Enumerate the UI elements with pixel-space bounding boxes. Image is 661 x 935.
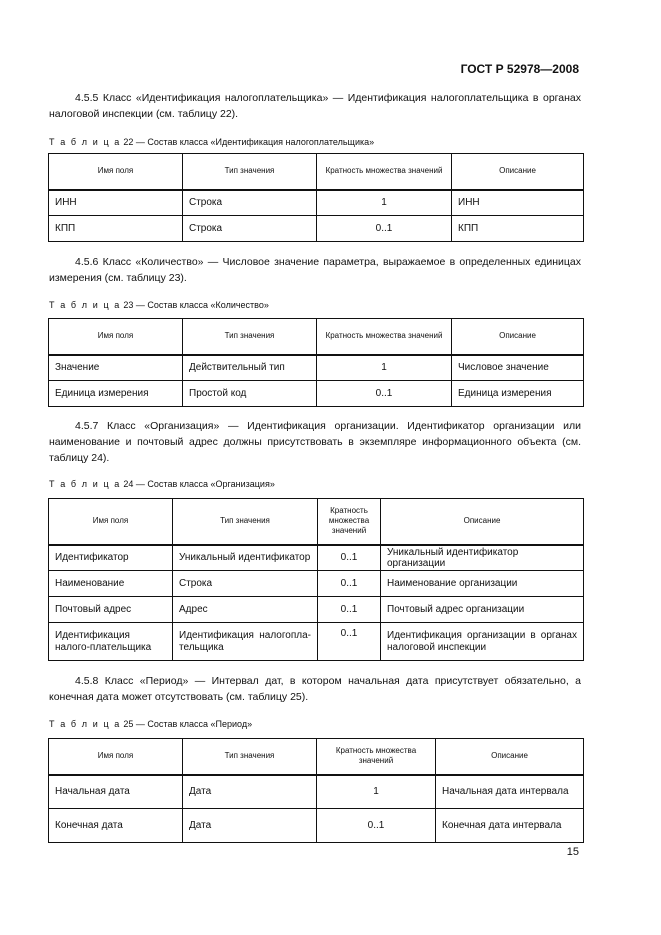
col-header-value-type: Тип значения [183, 154, 317, 190]
cell-value-type: Строка [173, 571, 318, 597]
table-22-caption [49, 137, 374, 147]
cell-value-type: Идентификация налогопла-тельщика [173, 623, 318, 661]
page-number: 15 [566, 846, 579, 858]
table-25-caption [49, 719, 252, 729]
col-header-value-type: Тип значения [183, 319, 317, 355]
cell-description: ИНН [452, 190, 584, 216]
col-header-field-name: Имя поля [49, 739, 183, 775]
cell-field-name: ИНН [49, 190, 183, 216]
table-caption-text: 23 — Состав класса «Количество» [120, 300, 269, 310]
col-header-field-name: Имя поля [49, 319, 183, 355]
cell-multiplicity: 0..1 [317, 381, 452, 407]
cell-description: Почтовый адрес организации [381, 597, 584, 623]
table-header-row [49, 319, 584, 355]
col-header-multiplicity: Кратность множества значений [317, 319, 452, 355]
cell-multiplicity: 1 [317, 355, 452, 381]
table-caption-text: 24 — Состав класса «Организация» [120, 479, 275, 489]
cell-field-name: Значение [49, 355, 183, 381]
cell-value-type: Уникальный идентификатор [173, 545, 318, 571]
cell-value-type: Дата [183, 775, 317, 809]
cell-value-type: Действительный тип [183, 355, 317, 381]
table-row [49, 597, 584, 623]
cell-field-name: Идентификатор [49, 545, 173, 571]
col-header-multiplicity: Кратность множества значений [317, 739, 436, 775]
col-header-description: Описание [436, 739, 584, 775]
table-row [49, 381, 584, 407]
document-code: ГОСТ Р 52978—2008 [460, 62, 579, 76]
cell-field-name: КПП [49, 216, 183, 242]
cell-multiplicity: 0..1 [318, 623, 381, 661]
table-label: Т а б л и ц а [49, 479, 121, 489]
table-caption-text: 22 — Состав класса «Идентификация налогоплательщика» [120, 137, 375, 147]
cell-multiplicity: 0..1 [318, 545, 381, 571]
col-header-description: Описание [381, 499, 584, 545]
table-row [49, 190, 584, 216]
col-header-description: Описание [452, 319, 584, 355]
cell-description: Начальная дата интервала [436, 775, 584, 809]
table-caption-text: 25 — Состав класса «Период» [120, 719, 253, 729]
table-row [49, 623, 584, 661]
table-header-row [49, 154, 584, 190]
section-4-5-5-text: 4.5.5 Класс «Идентификация налогоплательщика» — Идентификация налогоплательщика в органах налоговой инспекции (см. таблицу 22). [49, 92, 581, 120]
cell-multiplicity: 0..1 [318, 571, 381, 597]
cell-multiplicity: 0..1 [317, 809, 436, 843]
section-4-5-8-text: 4.5.8 Класс «Период» — Интервал дат, в котором начальная дата присутствует обязательно, а конечная дата может отсутствовать (см. таблицу 25). [49, 675, 581, 703]
cell-description: Единица измерения [452, 381, 584, 407]
table-label: Т а б л и ц а [49, 300, 121, 310]
table-label: Т а б л и ц а [49, 719, 121, 729]
table-24 [48, 498, 584, 661]
table-row [49, 571, 584, 597]
table-header-row [49, 739, 584, 775]
cell-value-type: Адрес [173, 597, 318, 623]
col-header-field-name: Имя поля [49, 154, 183, 190]
cell-value-type: Простой код [183, 381, 317, 407]
col-header-description: Описание [452, 154, 584, 190]
col-header-multiplicity: Кратность множества значений [317, 154, 452, 190]
section-4-5-6-text: 4.5.6 Класс «Количество» — Числовое значение параметра, выражаемое в определенных единицах измерения (см. таблицу 23). [49, 256, 581, 284]
table-label: Т а б л и ц а [49, 137, 121, 147]
cell-description: Уникальный идентификатор организации [381, 545, 584, 571]
col-header-value-type: Тип значения [183, 739, 317, 775]
cell-description: Наименование организации [381, 571, 584, 597]
table-row [49, 216, 584, 242]
cell-description: Числовое значение [452, 355, 584, 381]
cell-description: КПП [452, 216, 584, 242]
cell-multiplicity: 1 [317, 775, 436, 809]
table-row [49, 809, 584, 843]
col-header-field-name: Имя поля [49, 499, 173, 545]
cell-field-name: Наименование [49, 571, 173, 597]
cell-description: Идентификация организации в органах налоговой инспекции [381, 623, 584, 661]
table-row [49, 545, 584, 571]
cell-field-name: Конечная дата [49, 809, 183, 843]
cell-field-name: Единица измерения [49, 381, 183, 407]
cell-field-name: Начальная дата [49, 775, 183, 809]
table-25 [48, 738, 584, 843]
cell-value-type: Дата [183, 809, 317, 843]
col-header-multiplicity: Кратность множества значений [318, 499, 381, 545]
table-row [49, 775, 584, 809]
cell-value-type: Строка [183, 190, 317, 216]
cell-multiplicity: 0..1 [317, 216, 452, 242]
table-header-row [49, 499, 584, 545]
table-22 [48, 153, 584, 242]
table-23 [48, 318, 584, 407]
cell-description: Конечная дата интервала [436, 809, 584, 843]
cell-field-name: Почтовый адрес [49, 597, 173, 623]
section-4-5-7-text: 4.5.7 Класс «Организация» — Идентификация организации. Идентификатор организации или наименование и почтовый адрес должны присутствовать в экземпляре информационного объекта (см. таблицу 24). [49, 420, 581, 464]
cell-multiplicity: 0..1 [318, 597, 381, 623]
cell-field-name: Идентификация налого-плательщика [49, 623, 173, 661]
cell-multiplicity: 1 [317, 190, 452, 216]
col-header-value-type: Тип значения [173, 499, 318, 545]
table-row [49, 355, 584, 381]
cell-value-type: Строка [183, 216, 317, 242]
table-23-caption [49, 300, 269, 310]
table-24-caption [49, 479, 275, 489]
